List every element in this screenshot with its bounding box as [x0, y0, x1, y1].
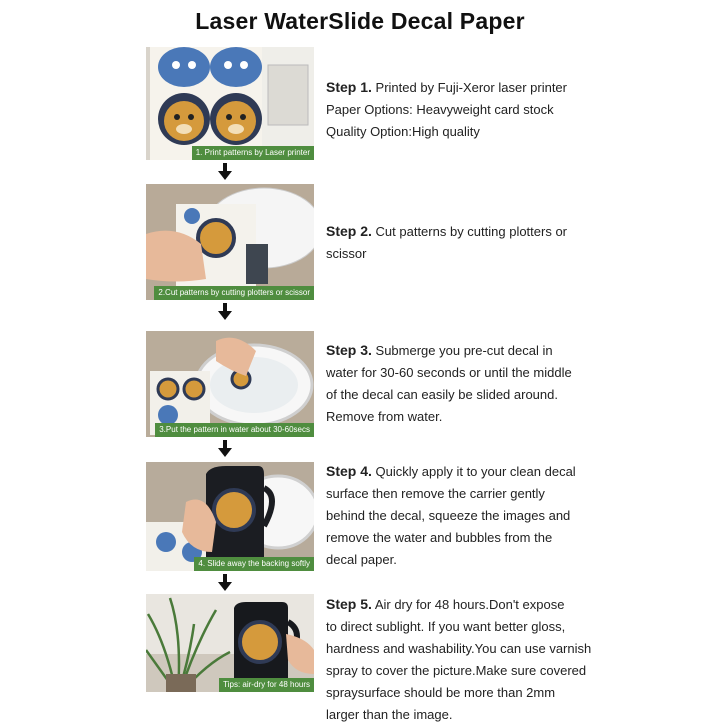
step-1-caption: 1. Print patterns by Laser printer [192, 146, 314, 160]
step-1-label: Step 1. [326, 79, 372, 95]
step-5-caption: Tips: air-dry for 48 hours [219, 678, 314, 692]
step-4-photo [146, 462, 314, 571]
step-5-line-3: hardness and washability.You can use varnish [326, 641, 592, 656]
step-1-text [326, 76, 696, 143]
step-3-caption: 3.Put the pattern in water about 30-60secs [155, 423, 314, 437]
step-4-label: Step 4. [326, 463, 372, 479]
step-3-line-4: Remove from water. [326, 409, 443, 424]
step-1-photo [146, 47, 314, 160]
step-4-line-1: Quickly apply it to your clean decal [375, 464, 576, 479]
step-5-text [326, 593, 696, 726]
step-5-photo [146, 594, 314, 692]
step-1-line-1: Printed by Fuji-Xeror laser printer [375, 80, 567, 95]
down-arrow-icon [217, 303, 233, 321]
step-4-text [326, 460, 696, 571]
step-4-line-3: behind the decal, squeeze the images and [326, 508, 571, 523]
tiger-decal [240, 622, 280, 662]
page-title: Laser WaterSlide Decal Paper [195, 8, 525, 34]
step-5-line-1: Air dry for 48 hours.Don't expose [374, 597, 565, 612]
step-4-line-5: decal paper. [326, 552, 397, 567]
down-arrow-icon [217, 574, 233, 592]
step-4-line-4: remove the water and bubbles from the [326, 530, 553, 545]
step-3-label: Step 3. [326, 342, 372, 358]
down-arrow-icon [217, 440, 233, 458]
step-3-line-3: of the decal can easily be slided around. [326, 387, 558, 402]
tiger-decal [214, 490, 254, 530]
step-2-label: Step 2. [326, 223, 372, 239]
step-3-line-2: water for 30-60 seconds or until the middle [326, 365, 572, 380]
down-arrow-icon [217, 163, 233, 181]
step-2-line-2: scissor [326, 246, 367, 261]
step-3-photo [146, 331, 314, 437]
step-2-caption: 2.Cut patterns by cutting plotters or scissor [154, 286, 314, 300]
step-5-line-6: larger than the image. [326, 707, 453, 722]
step-2-line-1: Cut patterns by cutting plotters or [375, 224, 568, 239]
step-3-line-1: Submerge you pre-cut decal in [375, 343, 553, 358]
step-3-text [326, 339, 696, 428]
step-2-photo [146, 184, 314, 300]
step-1-line-3: Quality Option:High quality [326, 124, 480, 139]
step-5-line-4: spray to cover the picture.Make sure covered [326, 663, 587, 678]
step-5-line-2: to direct sublight. If you want better gloss, [326, 619, 566, 634]
step-5-line-5: spraysurface should be more than 2mm [326, 685, 556, 700]
tiger-decal [198, 220, 234, 256]
step-5-label: Step 5. [326, 596, 372, 612]
step-4-caption: 4. Slide away the backing softly [194, 557, 314, 571]
step-4-line-2: surface then remove the carrier gently [326, 486, 545, 501]
step-1-line-2: Paper Options: Heavyweight card stock [326, 102, 554, 117]
step-2-text [326, 220, 696, 265]
